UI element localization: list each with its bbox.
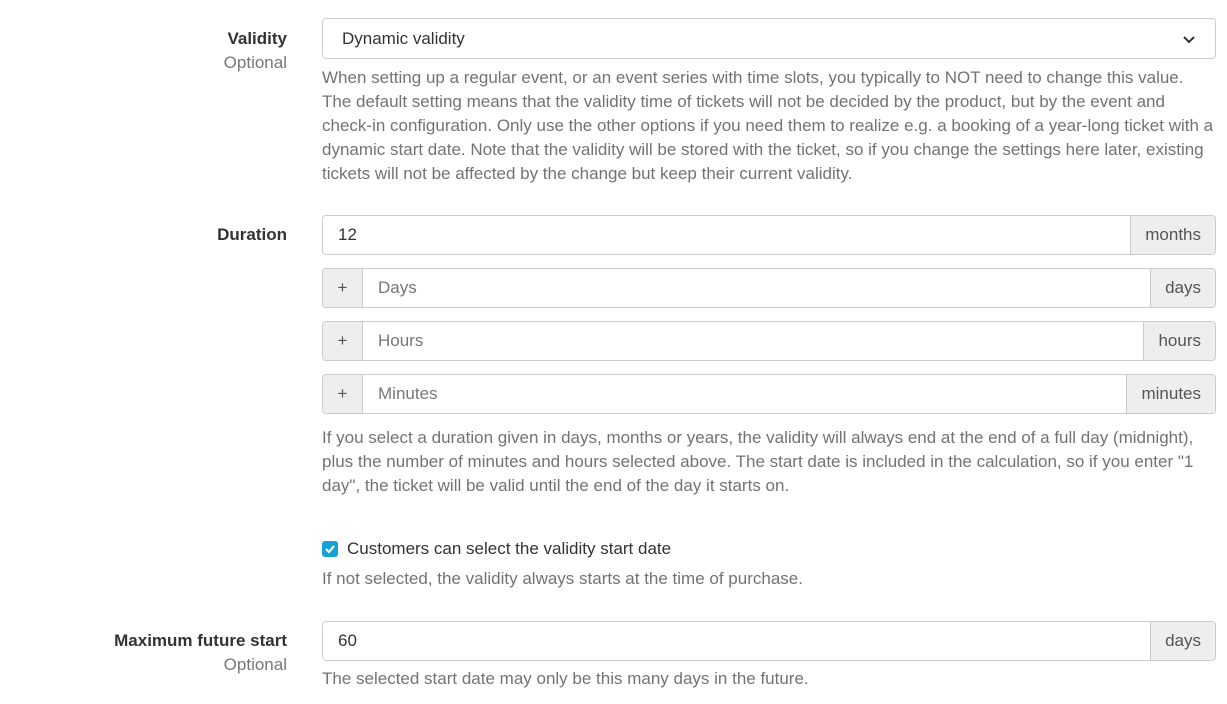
duration-days-input[interactable]	[363, 269, 1150, 307]
duration-months-group	[322, 215, 1216, 255]
minutes-unit: minutes	[1126, 375, 1215, 413]
validity-select[interactable]	[322, 18, 1216, 59]
customer-start-row[interactable]	[322, 537, 1216, 561]
duration-days-group	[322, 268, 1216, 308]
duration-help: If you select a duration given in days, months or years, the validity will always end at the end of a full day (midnight), plus the number of minutes and hours selected above. The start date is included in the calculation, so if you enter "1 day", the ticket will be valid until the end of the day it starts on.	[322, 428, 1194, 495]
checkmark-icon	[324, 543, 336, 555]
validity-select-value: Dynamic validity	[342, 28, 465, 48]
duration-label-group	[0, 223, 287, 247]
hours-unit: hours	[1143, 322, 1215, 360]
max-future-group	[322, 621, 1216, 661]
max-future-optional: Optional	[223, 655, 287, 674]
validity-label-group	[0, 27, 287, 75]
duration-hours-input[interactable]	[363, 322, 1143, 360]
customer-start-help: If not selected, the validity always starts at the time of purchase.	[322, 569, 803, 588]
hours-prefix: +	[323, 322, 363, 360]
max-future-unit: days	[1150, 622, 1215, 660]
duration-minutes-group	[322, 374, 1216, 414]
validity-label: Validity	[227, 29, 287, 48]
max-future-help: The selected start date may only be this many days in the future.	[322, 669, 809, 688]
months-unit: months	[1130, 216, 1215, 254]
validity-optional: Optional	[223, 53, 287, 72]
customer-start-label: Customers can select the validity start date	[347, 539, 672, 558]
max-future-label-group	[0, 629, 287, 677]
duration-field	[322, 215, 1216, 498]
validity-field	[322, 18, 1216, 186]
max-future-field	[322, 621, 1216, 691]
validity-help: When setting up a regular event, or an event series with time slots, you typically to NOT need to change this value. The default setting means that the validity time of tickets will not be decided by the product, but by the event and check-in configuration. Only use the other options if you need them to realize e.g. a booking of a year-long ticket with a dynamic start date. Note that the validity will be stored with the ticket, so if you change the settings here later, existing tickets will not be affected by the change but keep their current validity.	[322, 68, 1214, 183]
duration-minutes-input[interactable]	[363, 375, 1126, 413]
customer-start-field	[322, 537, 1216, 591]
days-prefix: +	[323, 269, 363, 307]
max-future-label: Maximum future start	[114, 631, 287, 650]
minutes-prefix: +	[323, 375, 363, 413]
chevron-down-icon	[1182, 32, 1196, 46]
customer-start-checkbox[interactable]	[322, 541, 338, 557]
duration-months-input[interactable]	[323, 216, 1130, 254]
days-unit: days	[1150, 269, 1215, 307]
duration-hours-group	[322, 321, 1216, 361]
max-future-input[interactable]	[323, 622, 1150, 660]
duration-label: Duration	[217, 225, 287, 244]
